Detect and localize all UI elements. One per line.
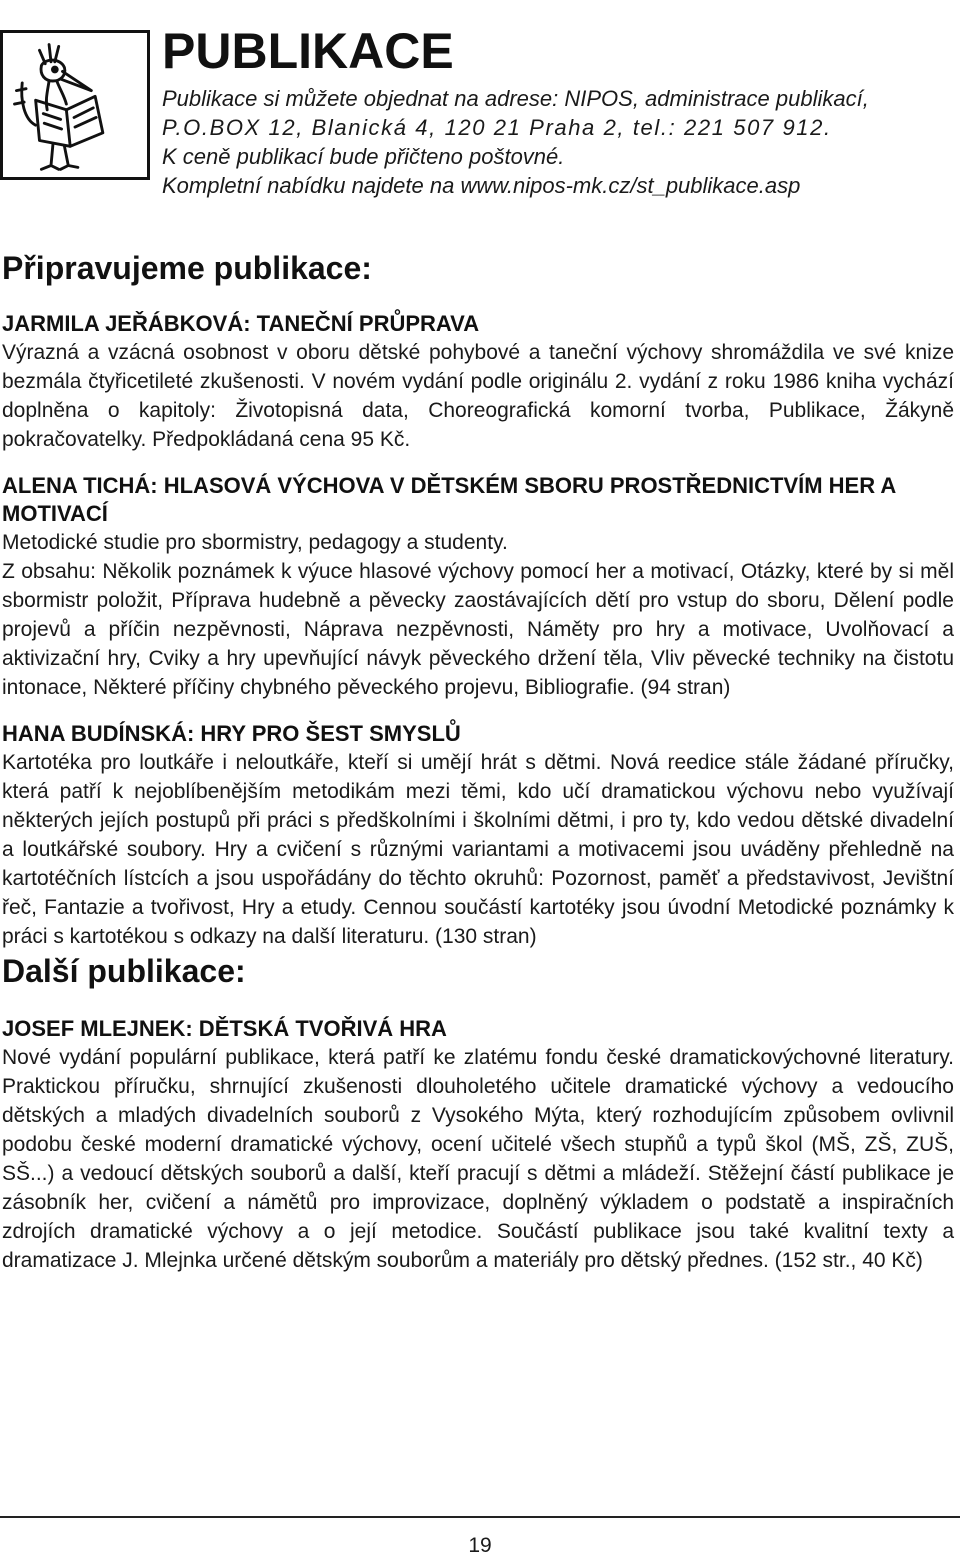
main-content xyxy=(2,248,954,1275)
footer-divider xyxy=(0,1516,960,1518)
book-entry xyxy=(2,720,954,951)
book-description: Metodické studie pro sbormistry, pedagogy a studenty. xyxy=(2,531,508,554)
book-description: Kartotéka pro loutkáře i neloutkáře, kteří si umějí hrát s dětmi. Nová reedice stále žádané příručky, která patří k nejoblíbenějším metodikám mezi těmi, kdo učí dramatickou výchovu nebo využívají některých jejích postupů při práci s předškolními i školními dětmi, i pro ty, kdo vedou dětské divadelní a loutkářské soubory. Hry a cvičení s různými variantami a motivacemi jsou uváděny přehledně na kartotéčních lístcích a jsou uspořádány do těchto okruhů: Pozornost, paměť a představivost, Jevištní řeč, Fantazie a tvořivost, Hry a etudy. Cennou součástí kartotéky jsou úvodní Metodické poznámky k práci s kartotékou s odkazy na další literaturu. (130 stran) xyxy=(2,751,954,948)
book-entry xyxy=(2,310,954,454)
page-number: 19 xyxy=(468,1534,492,1557)
intro-line: K ceně publikací bude přičteno poštovné. xyxy=(162,144,565,169)
intro-text xyxy=(162,84,950,200)
intro-line: Kompletní nabídku najdete na www.nipos-mk.cz/st_publikace.asp xyxy=(162,173,801,198)
book-description: Výrazná a vzácná osobnost v oboru dětské pohybové a taneční výchovy shromáždila ve své knize bezmála čtyřicetileté zkušenosti. V novém vydání podle originálu 2. vydání z roku 1986 kniha vychází doplněna o kapitoly: Životopisná data, Choreografická komorní tvorba, Publikace, Žákyně pokračovatelky. Předpokládaná cena 95 Kč. xyxy=(2,341,954,451)
book-title: JOSEF MLEJNEK: DĚTSKÁ TVOŘIVÁ HRA xyxy=(2,1016,447,1041)
book-entry xyxy=(2,472,954,702)
page-header xyxy=(162,23,950,200)
reading-bird-icon xyxy=(0,30,150,180)
intro-line: P.O.BOX 12, Blanická 4, 120 21 Praha 2, tel.: 221 507 912. xyxy=(162,115,832,140)
book-title: JARMILA JEŘÁBKOVÁ: TANEČNÍ PRŮPRAVA xyxy=(2,311,480,336)
section-heading: Další publikace: xyxy=(2,953,246,989)
book-entry xyxy=(2,1015,954,1275)
book-description: Z obsahu: Několik poznámek k výuce hlasové výchovy pomocí her a motivací, Otázky, které by si měl sbormistr položit, Příprava hudebně a pěvecky zaostávajících dětí pro vstup do sboru, Dělení podle projevů a příčin nezpěvnosti, Náprava nezpěvnosti, Náměty pro hry a motivace, Uvolňovací a aktivizační hry, Cviky a hry upevňující návyk pěveckého držení těla, Vliv pěvecké techniky na čistotu intonace, Některé příčiny chybného pěveckého projevu, Bibliografie. (94 stran) xyxy=(2,560,954,699)
intro-line: Publikace si můžete objednat na adrese: NIPOS, administrace publikací, xyxy=(162,86,869,111)
book-description: Nové vydání populární publikace, která patří ke zlatému fondu české dramatickovýchovné literatury. Praktickou příručku, shrnující zkušenosti dlouholetého učitele dramatické výchovy a vedoucího dětských a mladých divadelních souborů z Vysokého Mýta, který rozhodujícím způsobem ovlivnil podobu české moderní dramatické výchovy, ocení učitelé všech stupňů a typů škol (MŠ, ZŠ, ZUŠ, SŠ...) a vedoucí dětských souborů a další, kteří pracují s dětmi a mládeží. Stěžejní částí publikace je zásobník her, cvičení a námětů pro improvizace, doplněný výkladem o podstatě a inspiračních zdrojích dramatické výchovy a o její metodice. Součástí publikace jsou také kvalitní texty a dramatizace J. Mlejnka určené dětským souborům a materiály pro dětský přednes. (152 str., 40 Kč) xyxy=(2,1046,954,1272)
book-title: HANA BUDÍNSKÁ: HRY PRO ŠEST SMYSLŮ xyxy=(2,721,461,746)
book-title: ALENA TICHÁ: HLASOVÁ VÝCHOVA V DĚTSKÉM SBORU PROSTŘEDNICTVÍM HER A MOTIVACÍ xyxy=(2,473,896,526)
page-title: PUBLIKACE xyxy=(162,23,454,79)
section-heading: Připravujeme publikace: xyxy=(2,250,372,286)
